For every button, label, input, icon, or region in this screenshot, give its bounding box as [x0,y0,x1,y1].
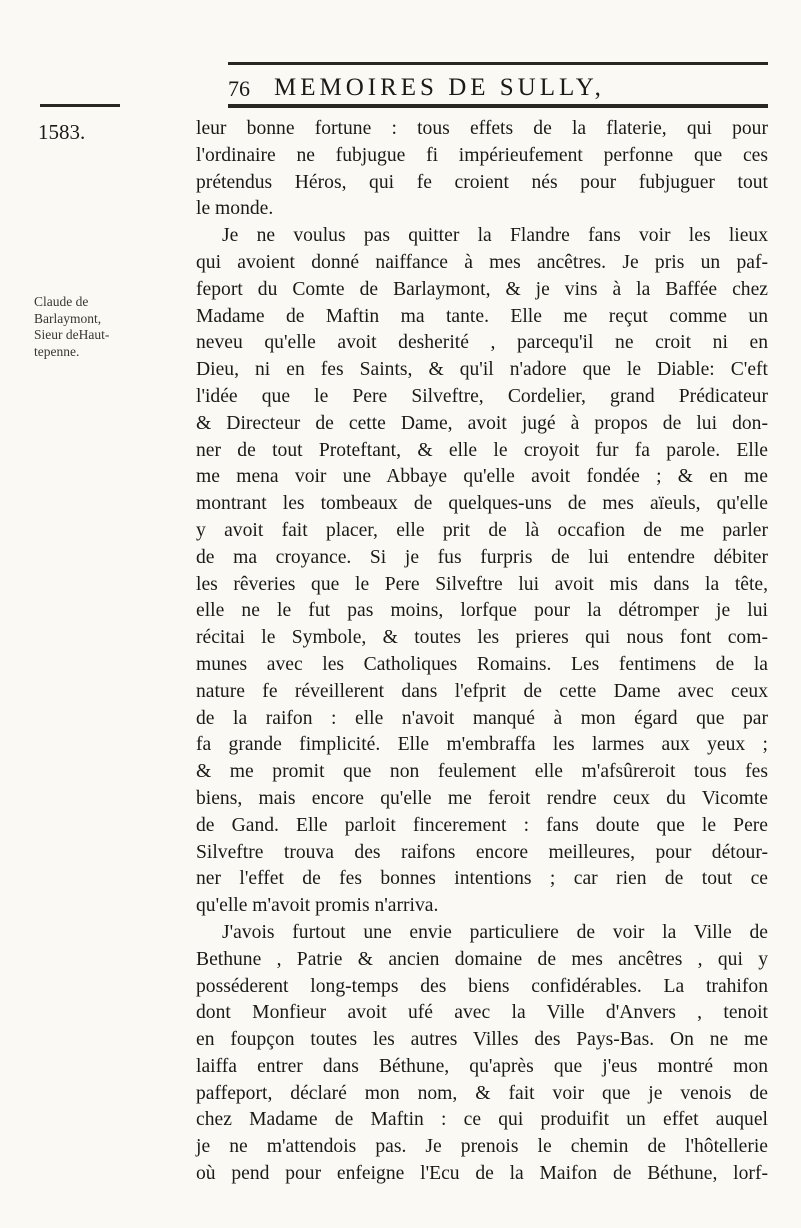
text-line: & me promit que non feulement elle m'afsûreroit tous fes [196,761,768,783]
text-line: en foupçon toutes les autres Villes des Pays-Bas. On ne me [196,1029,768,1051]
text-line: de la raifon : elle n'avoit manqué à mon égard que par [196,707,768,729]
text-line: feport du Comte de Barlaymont, & je vins à la Baffée chez [196,278,768,300]
text-line: & Directeur de cette Dame, avoit jugé à propos de lui don- [196,412,768,434]
text-line: ner l'effet de fes bonnes intentions ; car rien de tout ce [196,868,768,890]
text-line: l'idée que le Pere Silveftre, Cordelier, grand Prédicateur [196,385,768,407]
text-line: posséderent long-temps des biens confidérables. La trahifon [196,975,768,997]
margin-note-line: Sieur deHaut- [34,327,110,342]
text-line: Dieu, ni en fes Saints, & qu'il n'adore que le Diable: C'eft [196,359,768,381]
running-header [228,68,768,102]
margin-note-line: Barlaymont, [34,310,102,326]
text-line: Madame de Maftin ma tante. Elle me reçut comme un [196,305,768,327]
text-line: y avoit fait placer, elle prit de là occafion de me parler [196,519,768,541]
text-line: biens, mais encore qu'elle me feroit rendre ceux du Vicomte [196,787,768,809]
running-title: MEMOIRES DE SULLY, [274,74,605,101]
text-line: chez Madame de Maftin : ce qui produifit un effet auquel [196,1109,768,1131]
text-line: Bethune , Patrie & ancien domaine de mes ancêtres , qui y [196,948,768,970]
text-line: ner de tout Proteftant, & elle le croyoit fur fa parole. Elle [196,439,768,461]
text-line: l'ordinaire ne fubjugue fi impérieufement perfonne que ces [196,144,768,166]
text-line: nature fe réveillerent dans l'efprit de cette Dame avec ceux [196,680,768,702]
header-rule-bottom [228,104,768,108]
text-line: paffeport, déclaré mon nom, & fait voir que je venois de [196,1082,768,1104]
page-number: 76 [228,76,250,101]
text-line: le monde. [196,198,274,220]
text-line: me mena voir une Abbaye qu'elle avoit fondée ; & en me [196,466,768,488]
text-line: J'avois furtout une envie particuliere de voir la Ville de [222,921,768,943]
text-line: qui avoient donné naiffance à mes ancêtres. Je pris un paf- [196,251,768,273]
text-line: Silveftre trouva des raifons encore meilleures, pour détour- [196,841,768,863]
text-line: récitai le Symbole, & toutes les prieres qui nous font com- [196,627,768,649]
text-line: neveu qu'elle avoit desherité , parcequ'il ne croit ni en [196,332,768,354]
text-line: où pend pour enfeigne l'Ecu de la Maifon de Béthune, lorf- [196,1163,768,1185]
text-line: leur bonne fortune : tous effets de la flaterie, qui pour [196,118,768,139]
margin-note [34,294,124,360]
text-line: dont Monfieur avoit ufé avec la Ville d'Anvers , tenoit [196,1002,768,1024]
body-text [196,116,768,1188]
text-line: laiffa entrer dans Béthune, qu'après que j'eus montré mon [196,1055,768,1077]
text-line: de ma croyance. Si je fus furpris de lui entendre débiter [196,546,768,568]
text-line: fa grande fimplicité. Elle m'embraffa les larmes aux yeux ; [196,734,768,756]
margin-note-line: Claude de [34,294,89,309]
text-line: munes avec les Catholiques Romains. Les fentimens de la [196,653,768,675]
text-line: prétendus Héros, qui fe croient nés pour fubjuguer tout [196,171,768,193]
text-line: montrant les tombeaux de quelques-uns de mes aïeuls, qu'elle [196,493,768,515]
text-line: je ne m'attendois pas. Je prenois le chemin de l'hôtellerie [196,1136,768,1158]
margin-rule [40,104,120,107]
text-line: qu'elle m'avoit promis n'arriva. [196,895,439,917]
text-line: de Gand. Elle parloit fincerement : fans doute que le Pere [196,814,768,836]
header-rule-top [228,62,768,65]
text-line: elle ne le fut pas moins, lorfque pour la détromper je lui [196,600,768,622]
text-line: les rêveries que le Pere Silveftre lui avoit mis dans la tête, [196,573,768,595]
margin-note-line: tepenne. [34,343,80,359]
text-line: Je ne voulus pas quitter la Flandre fans voir les lieux [222,225,768,247]
margin-year: 1583. [38,120,86,144]
